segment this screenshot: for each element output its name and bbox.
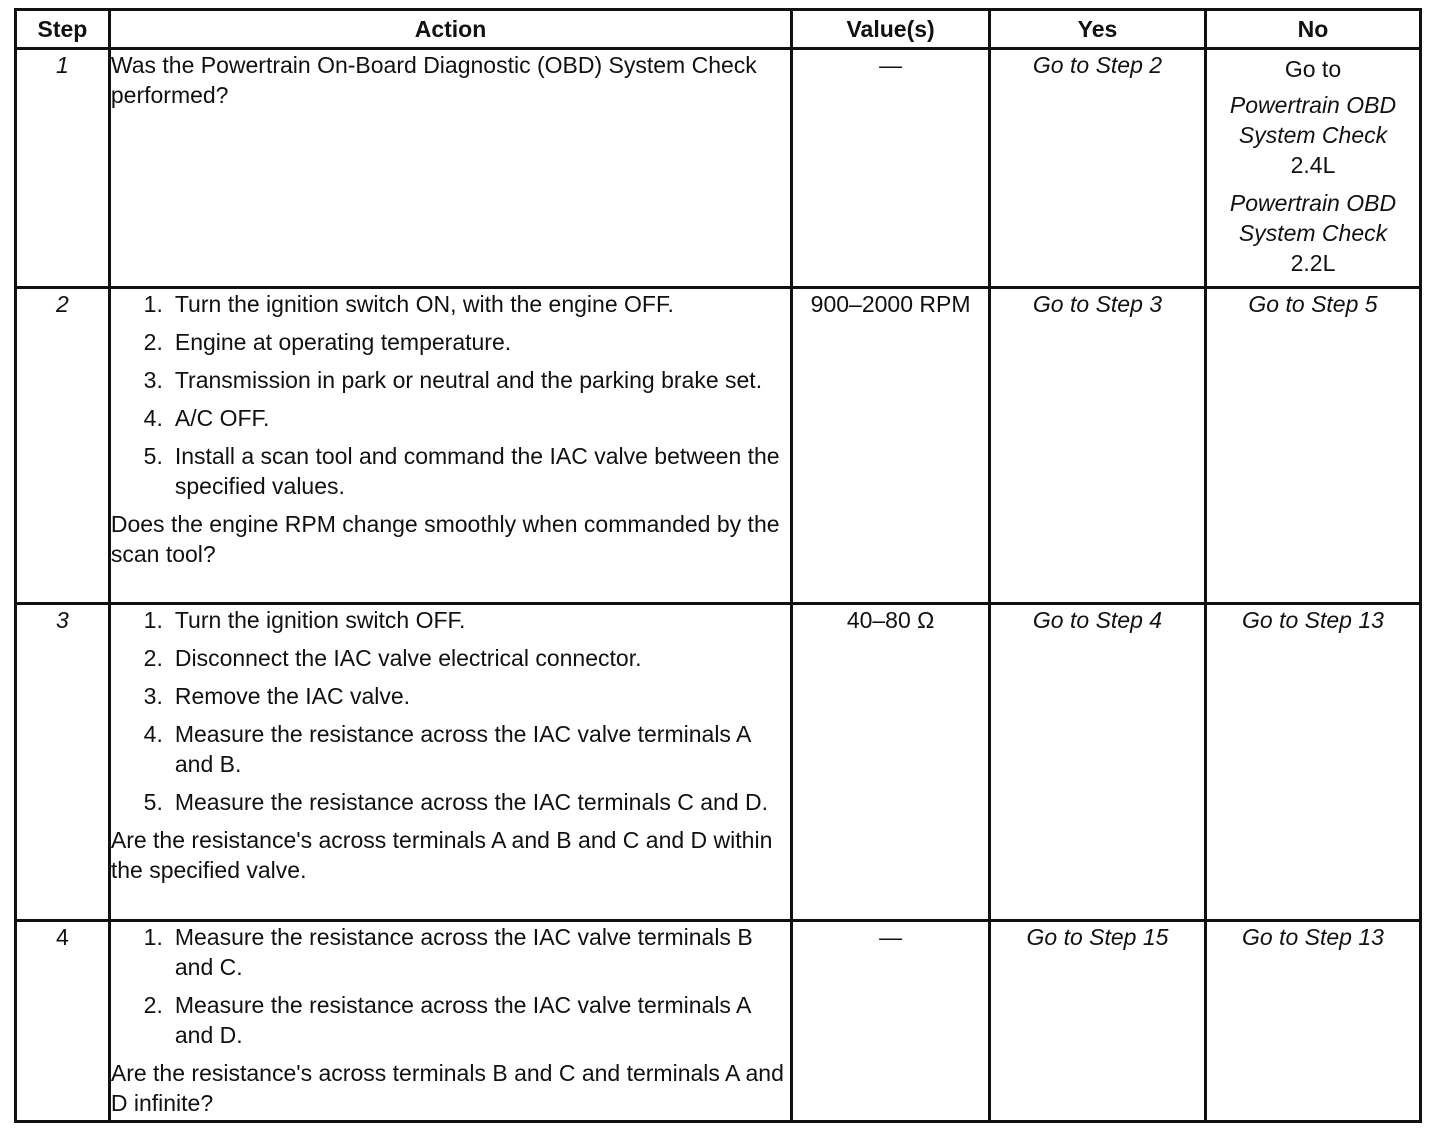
list-item: 5. Install a scan tool and command the IAC valve between the specified values. bbox=[143, 443, 780, 499]
action-cell bbox=[109, 49, 791, 288]
no-link[interactable]: Go to Step 13 bbox=[1205, 604, 1420, 921]
yes-link[interactable]: Go to Step 3 bbox=[990, 288, 1206, 604]
no-link-title: Powertrain OBD System Check bbox=[1229, 92, 1397, 148]
step-number: 4 bbox=[16, 921, 110, 1122]
no-go-to: Go to bbox=[1284, 56, 1342, 82]
action-steps-list bbox=[111, 605, 790, 817]
no-link-2-2l[interactable] bbox=[1207, 188, 1419, 278]
list-item: 4. A/C OFF. bbox=[143, 405, 270, 431]
value-cell: — bbox=[792, 921, 990, 1122]
list-item: 2. Engine at operating temperature. bbox=[143, 329, 512, 355]
header-row bbox=[16, 10, 1421, 49]
action-steps-list bbox=[111, 922, 790, 1050]
list-item: 1. Turn the ignition switch OFF. bbox=[143, 607, 466, 633]
no-link-title: Powertrain OBD System Check bbox=[1229, 190, 1397, 246]
table-row-step-1 bbox=[16, 49, 1421, 288]
value-cell: 900–2000 RPM bbox=[792, 288, 990, 604]
list-item: 3. Transmission in park or neutral and the parking brake set. bbox=[143, 367, 763, 393]
action-question: Are the resistance's across terminals A and B and C and D within the specified valve. bbox=[110, 827, 773, 883]
action-question: Does the engine RPM change smoothly when commanded by the scan tool? bbox=[110, 511, 780, 567]
table-row-step-3 bbox=[16, 604, 1421, 921]
list-item: 3. Remove the IAC valve. bbox=[143, 683, 411, 709]
list-item: 1. Measure the resistance across the IAC valve terminals B and C. bbox=[143, 924, 753, 980]
diagnostic-table bbox=[14, 8, 1422, 1123]
list-item: 2. Measure the resistance across the IAC valve terminals A and D. bbox=[143, 992, 751, 1048]
list-item: 5. Measure the resistance across the IAC terminals C and D. bbox=[143, 789, 768, 815]
header-step: Step bbox=[16, 10, 110, 49]
yes-link[interactable]: Go to Step 15 bbox=[990, 921, 1206, 1122]
list-item: 1. Turn the ignition switch ON, with the engine OFF. bbox=[143, 291, 674, 317]
no-link[interactable]: Go to Step 13 bbox=[1205, 921, 1420, 1122]
action-steps-list bbox=[111, 289, 790, 501]
table-row-step-4 bbox=[16, 921, 1421, 1122]
no-link[interactable]: Go to Step 5 bbox=[1205, 288, 1420, 604]
list-item: 4. Measure the resistance across the IAC valve terminals A and B. bbox=[143, 721, 751, 777]
value-cell: — bbox=[792, 49, 990, 288]
action-cell bbox=[109, 288, 791, 604]
header-yes: Yes bbox=[990, 10, 1206, 49]
yes-link[interactable]: Go to Step 4 bbox=[990, 604, 1206, 921]
action-cell bbox=[109, 604, 791, 921]
no-link-size: 2.4L bbox=[1290, 152, 1336, 178]
action-cell bbox=[109, 921, 791, 1122]
header-no: No bbox=[1205, 10, 1420, 49]
no-cell bbox=[1205, 49, 1420, 288]
no-link-2-4l[interactable] bbox=[1207, 90, 1419, 180]
table-row-step-2 bbox=[16, 288, 1421, 604]
header-values: Value(s) bbox=[792, 10, 990, 49]
action-question: Are the resistance's across terminals B and C and terminals A and D infinite? bbox=[110, 1060, 784, 1116]
step-number: 2 bbox=[16, 288, 110, 604]
list-item: 2. Disconnect the IAC valve electrical connector. bbox=[143, 645, 642, 671]
step-number: 1 bbox=[16, 49, 110, 288]
yes-link[interactable]: Go to Step 2 bbox=[990, 49, 1206, 288]
no-link-size: 2.2L bbox=[1290, 250, 1336, 276]
header-action: Action bbox=[109, 10, 791, 49]
step-number: 3 bbox=[16, 604, 110, 921]
action-question: Was the Powertrain On-Board Diagnostic (OBD) System Check performed? bbox=[110, 52, 757, 108]
value-cell: 40–80 Ω bbox=[792, 604, 990, 921]
